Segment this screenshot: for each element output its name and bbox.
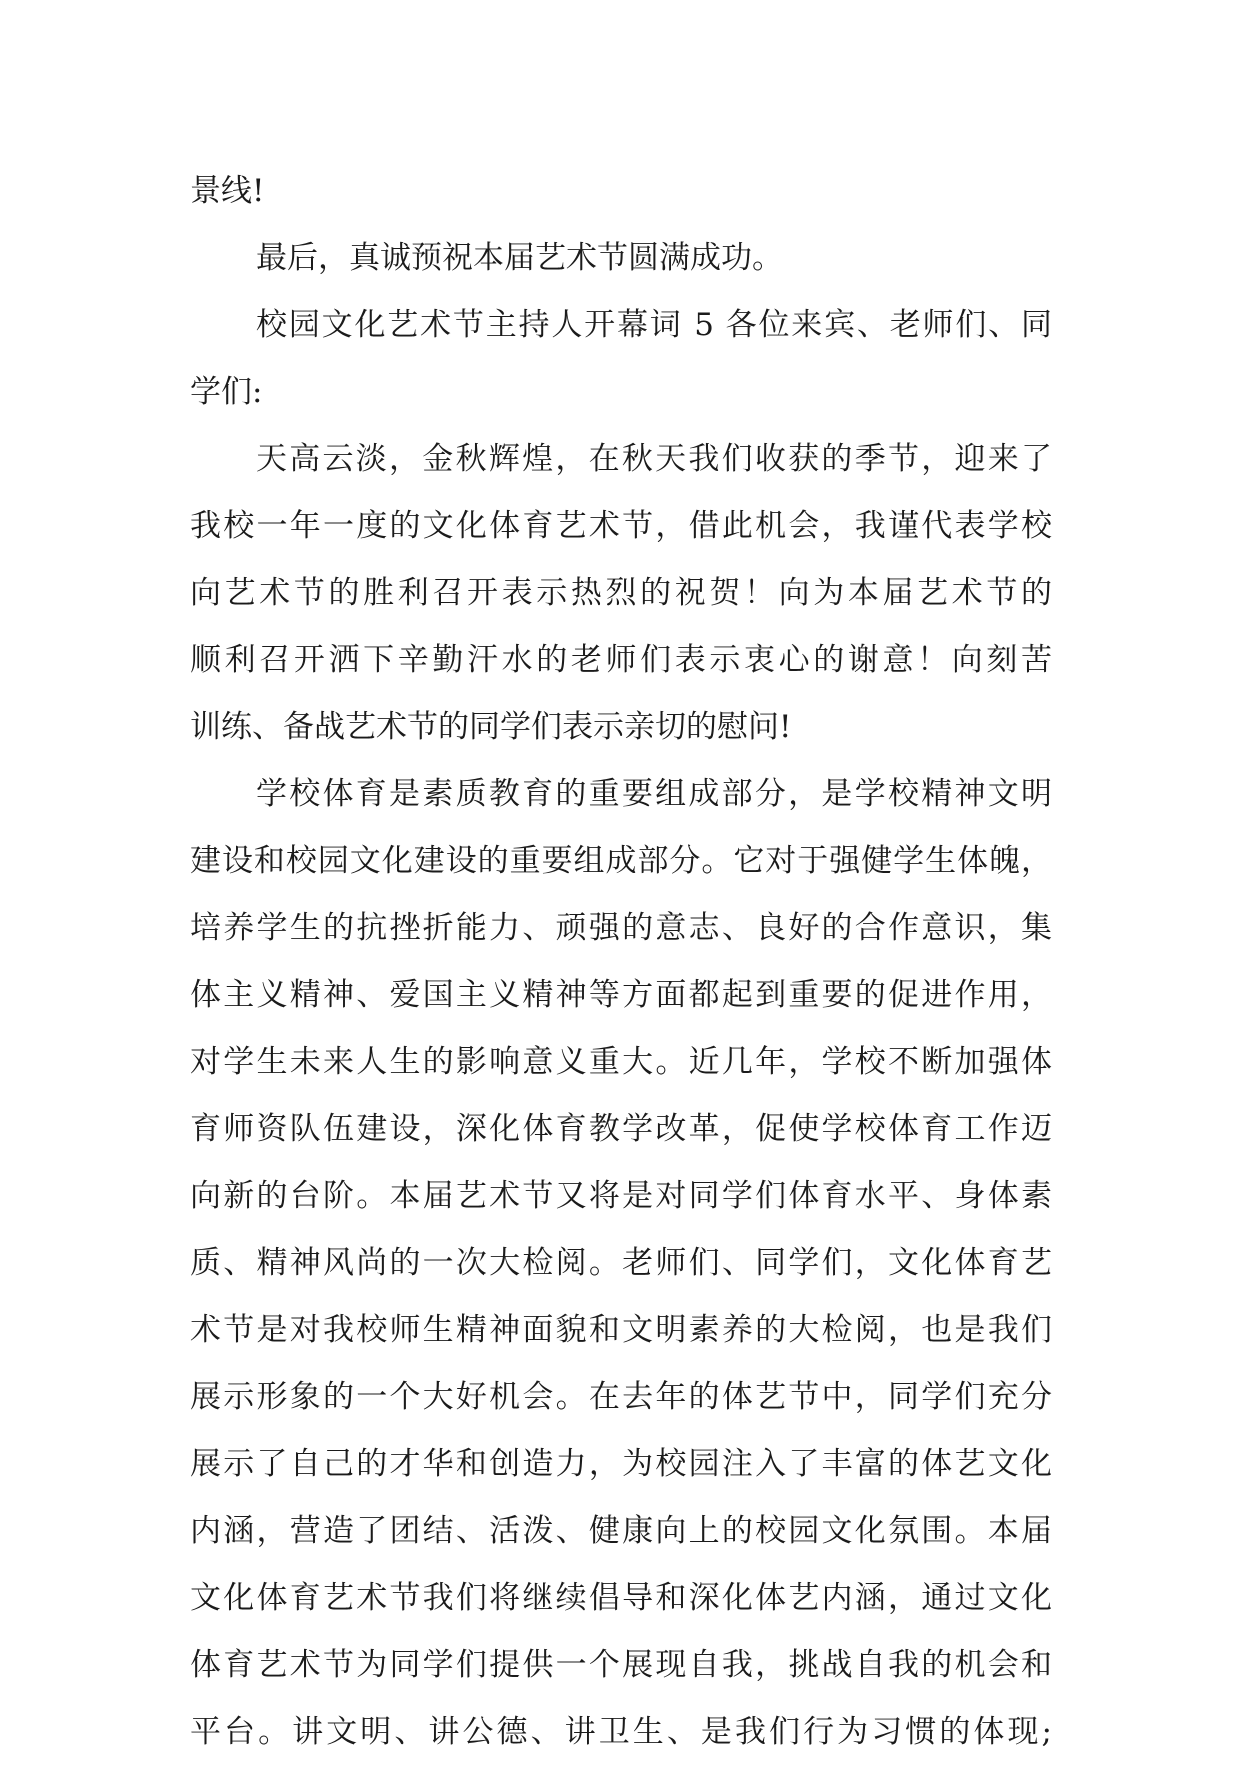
text-line-2: 最后，真诚预祝本届艺术节圆满成功。 xyxy=(256,240,783,276)
text-line-22: 文化体育艺术节我们将继续倡导和深化体艺内涵，通过文化 xyxy=(190,1580,1052,1616)
text-line-19: 展示形象的一个大好机会。在去年的体艺节中，同学们充分 xyxy=(190,1379,1052,1415)
text-line-1: 景线! xyxy=(190,173,265,209)
text-line-8: 顺利召开洒下辛勤汗水的老师们表示衷心的谢意！向刻苦 xyxy=(190,642,1052,678)
text-line-21: 内涵，营造了团结、活泼、健康向上的校园文化氛围。本届 xyxy=(190,1513,1052,1549)
text-line-18: 术节是对我校师生精神面貌和文明素养的大检阅，也是我们 xyxy=(190,1312,1052,1348)
text-line-17: 质、精神风尚的一次大检阅。老师们、同学们，文化体育艺 xyxy=(190,1245,1052,1281)
text-line-10: 学校体育是素质教育的重要组成部分，是学校精神文明 xyxy=(256,776,1052,812)
text-line-20: 展示了自己的才华和创造力，为校园注入了丰富的体艺文化 xyxy=(190,1446,1052,1482)
text-line-7: 向艺术节的胜利召开表示热烈的祝贺！向为本届艺术节的 xyxy=(190,575,1052,611)
text-line-16: 向新的台阶。本届艺术节又将是对同学们体育水平、身体素 xyxy=(190,1178,1052,1214)
text-line-3: 校园文化艺术节主持人开幕词 5 各位来宾、老师们、同 xyxy=(256,307,1052,343)
text-line-4: 学们: xyxy=(190,374,263,410)
document-body xyxy=(190,158,1052,1766)
text-line-12: 培养学生的抗挫折能力、顽强的意志、良好的合作意识，集 xyxy=(190,910,1052,946)
text-line-24: 平台。讲文明、讲公德、讲卫生、是我们行为习惯的体现; xyxy=(190,1714,1052,1750)
text-line-13: 体主义精神、爱国主义精神等方面都起到重要的促进作用， xyxy=(190,977,1052,1013)
text-line-15: 育师资队伍建设，深化体育教学改革，促使学校体育工作迈 xyxy=(190,1111,1052,1147)
text-line-11: 建设和校园文化建设的重要组成部分。它对于强健学生体魄， xyxy=(190,843,1052,879)
text-line-6: 我校一年一度的文化体育艺术节，借此机会，我谨代表学校 xyxy=(190,508,1052,544)
text-line-5: 天高云淡，金秋辉煌，在秋天我们收获的季节，迎来了 xyxy=(256,441,1052,477)
text-line-9: 训练、备战艺术节的同学们表示亲切的慰问! xyxy=(190,709,792,745)
text-line-23: 体育艺术节为同学们提供一个展现自我，挑战自我的机会和 xyxy=(190,1647,1052,1683)
text-line-14: 对学生未来人生的影响意义重大。近几年，学校不断加强体 xyxy=(190,1044,1052,1080)
